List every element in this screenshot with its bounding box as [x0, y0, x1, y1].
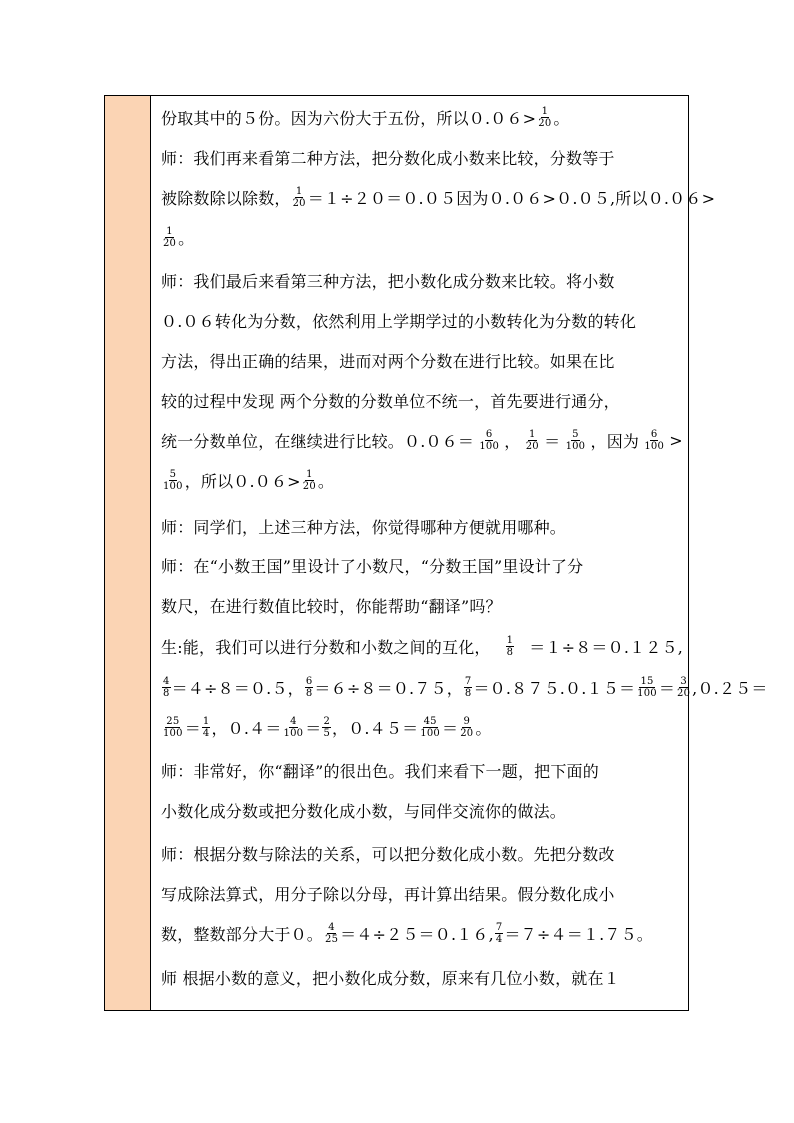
text-segment: ＝: [658, 678, 676, 698]
fraction: [162, 676, 171, 699]
text-segment: ＝４÷２５＝０.１６,: [340, 924, 494, 944]
fraction-numerator: 6: [485, 428, 493, 440]
fraction-numerator: 1: [295, 185, 303, 197]
fraction: [322, 716, 331, 739]
fraction-denominator: 4: [495, 933, 503, 945]
fraction: [324, 922, 339, 945]
text-segment: ，因为: [590, 431, 640, 451]
text-line: [161, 184, 716, 210]
text-line: [161, 144, 683, 170]
fraction-denominator: 5: [323, 727, 330, 739]
text-line: [161, 714, 492, 740]
fraction: [459, 716, 474, 739]
fraction: [636, 676, 658, 699]
fraction-numerator: 3: [680, 675, 687, 687]
fraction-numerator: 6: [650, 428, 658, 440]
text-segment: 写成除法算式，用分子除以分母，再计算出结果。假分数化成小: [161, 884, 615, 904]
text-line: [161, 387, 683, 413]
text-segment: 。: [317, 471, 335, 491]
fraction-denominator: 100: [420, 727, 440, 739]
fraction-denominator: 20: [538, 117, 552, 129]
table-side-column: [105, 96, 151, 1010]
fraction: [162, 226, 177, 249]
fraction-denominator: 20: [163, 237, 177, 249]
text-line: [161, 427, 683, 453]
text-line: [161, 467, 334, 493]
fraction-numerator: 1: [541, 105, 549, 117]
text-segment: 师：我们最后来看第三种方法，把小数化成分数来比较。将小数: [161, 271, 615, 291]
fraction-denominator: 20: [677, 687, 691, 699]
fraction-denominator: 4: [202, 727, 210, 739]
text-line: [161, 920, 653, 946]
fraction: [162, 716, 184, 739]
fraction-numerator: 4: [328, 921, 335, 933]
text-line: [161, 840, 683, 866]
fraction-denominator: 100: [163, 480, 183, 492]
fraction-denominator: 100: [565, 440, 586, 452]
text-segment: 数尺，在进行数值比较时，你能帮助“翻译”吗？: [161, 596, 502, 616]
fraction-numerator: 2: [323, 715, 330, 727]
fraction: [525, 429, 540, 452]
text-line: [161, 964, 620, 990]
fraction-numerator: 9: [463, 715, 471, 727]
fraction-numerator: 1: [306, 468, 313, 480]
text-segment: ，: [504, 431, 521, 451]
text-segment: 师：在“小数王国”里设计了小数尺，“分数王国”里设计了分: [161, 556, 584, 576]
fraction-numerator: 5: [169, 468, 177, 480]
fraction-denominator: 100: [283, 727, 304, 739]
text-segment: ＝７÷４＝１.７５。: [504, 924, 653, 944]
fraction-numerator: 15: [640, 675, 654, 687]
text-segment: ,０.２５＝: [692, 678, 768, 698]
text-line: [161, 307, 683, 333]
text-segment: ，０.４５＝: [332, 718, 419, 738]
text-segment: ＝: [305, 718, 322, 738]
text-segment: 较的过程中发现 两个分数的分数单位不统一，首先要进行通分，: [161, 391, 620, 411]
text-segment: 被除数除以除数，: [161, 188, 291, 208]
text-line: [161, 757, 599, 783]
fraction-denominator: 8: [464, 687, 472, 699]
fraction-denominator: 25: [325, 933, 339, 945]
lesson-table: [104, 95, 768, 1011]
text-segment: ＝６÷８＝０.７５，: [314, 678, 463, 698]
fraction-numerator: 4: [163, 675, 170, 687]
text-segment: >: [669, 430, 683, 450]
fraction-denominator: 20: [302, 480, 316, 492]
text-segment: 。: [178, 228, 195, 248]
text-segment: ，所以０.０６>: [184, 471, 301, 491]
text-segment: 数，整数部分大于０。: [161, 924, 324, 944]
text-line: [161, 552, 683, 578]
text-segment: 师：我们再来看第二种方法，把分数化成小数来比较，分数等于: [161, 148, 615, 168]
fraction: [565, 429, 587, 452]
fraction: [495, 922, 504, 945]
fraction: [283, 716, 305, 739]
fraction-numerator: 7: [464, 675, 472, 687]
fraction-numerator: 5: [572, 428, 579, 440]
fraction-numerator: 1: [166, 225, 173, 237]
text-segment: ０.０６转化为分数，依然利用上学期学过的小数转化为分数的转化: [161, 311, 637, 331]
text-line: [161, 513, 566, 539]
fraction-denominator: 8: [506, 646, 514, 658]
fraction: [537, 106, 552, 129]
fraction-numerator: 7: [495, 921, 503, 933]
text-segment: 统一分数单位，在继续进行比较。０.０６＝: [161, 431, 475, 451]
fraction-denominator: 20: [460, 727, 474, 739]
fraction-numerator: 6: [305, 675, 313, 687]
fraction: [302, 469, 317, 492]
fraction-numerator: 4: [290, 715, 297, 727]
text-segment: ＝: [184, 718, 201, 738]
text-line: [161, 224, 194, 250]
text-line: [161, 880, 683, 906]
fraction: [292, 186, 307, 209]
fraction: [478, 429, 500, 452]
fraction-denominator: 8: [163, 687, 170, 699]
text-segment: 小数化成分数或把分数化成小数，与同伴交流你的做法。: [161, 801, 567, 821]
fraction: [305, 676, 314, 699]
fraction-numerator: 25: [166, 715, 180, 727]
text-line: [161, 267, 683, 293]
fraction-denominator: 8: [305, 687, 313, 699]
fraction-denominator: 20: [292, 197, 306, 209]
fraction-denominator: 100: [644, 440, 665, 452]
text-segment: ＝０.８７５.０.１５＝: [473, 678, 636, 698]
fraction-numerator: 1: [506, 634, 514, 646]
text-line: [161, 674, 768, 700]
text-segment: 。: [553, 108, 570, 128]
fraction-denominator: 100: [637, 687, 657, 699]
fraction: [162, 469, 184, 492]
text-segment: 师：同学们，上述三种方法，你觉得哪种方便就用哪种。: [161, 517, 567, 537]
text-segment: 生:能，我们可以进行分数和小数之间的互化，: [161, 637, 491, 657]
fraction: [202, 716, 211, 739]
text-line: [161, 347, 683, 373]
text-segment: 方法，得出正确的结果，进而对两个分数在进行比较。如果在比: [161, 351, 615, 371]
text-line: [161, 104, 570, 130]
fraction: [419, 716, 441, 739]
fraction: [464, 676, 473, 699]
text-segment: 。: [475, 718, 492, 738]
fraction-numerator: 1: [529, 428, 536, 440]
text-segment: ，０.４＝: [211, 718, 282, 738]
text-segment: 份取其中的５份。因为六份大于五份，所以０.０６>: [161, 108, 537, 128]
text-segment: ＝１÷２０＝０.０５因为０.０６>０.０５,所以０.０６>: [307, 188, 716, 208]
text-line: [161, 592, 502, 618]
fraction-numerator: 45: [423, 715, 437, 727]
fraction: [506, 635, 515, 658]
fraction-denominator: 20: [525, 440, 539, 452]
fraction-denominator: 100: [163, 727, 183, 739]
text-segment: ＝１÷８＝０.１２５,: [529, 637, 683, 657]
text-segment: ＝: [441, 718, 459, 738]
fraction-denominator: 100: [479, 440, 500, 452]
text-line: [161, 797, 566, 823]
text-segment: ＝: [544, 431, 561, 451]
text-segment: 师 根据小数的意义，把小数化成分数，原来有几位小数，就在１: [161, 968, 620, 988]
fraction-numerator: 1: [202, 715, 210, 727]
text-segment: ＝４÷８＝０.５，: [171, 678, 304, 698]
fraction: [643, 429, 665, 452]
fraction: [676, 676, 691, 699]
text-segment: 师：非常好，你“翻译”的很出色。我们来看下一题，把下面的: [161, 761, 599, 781]
text-segment: 师：根据分数与除法的关系，可以把分数化成小数。先把分数改: [161, 844, 615, 864]
text-line: [161, 633, 683, 659]
